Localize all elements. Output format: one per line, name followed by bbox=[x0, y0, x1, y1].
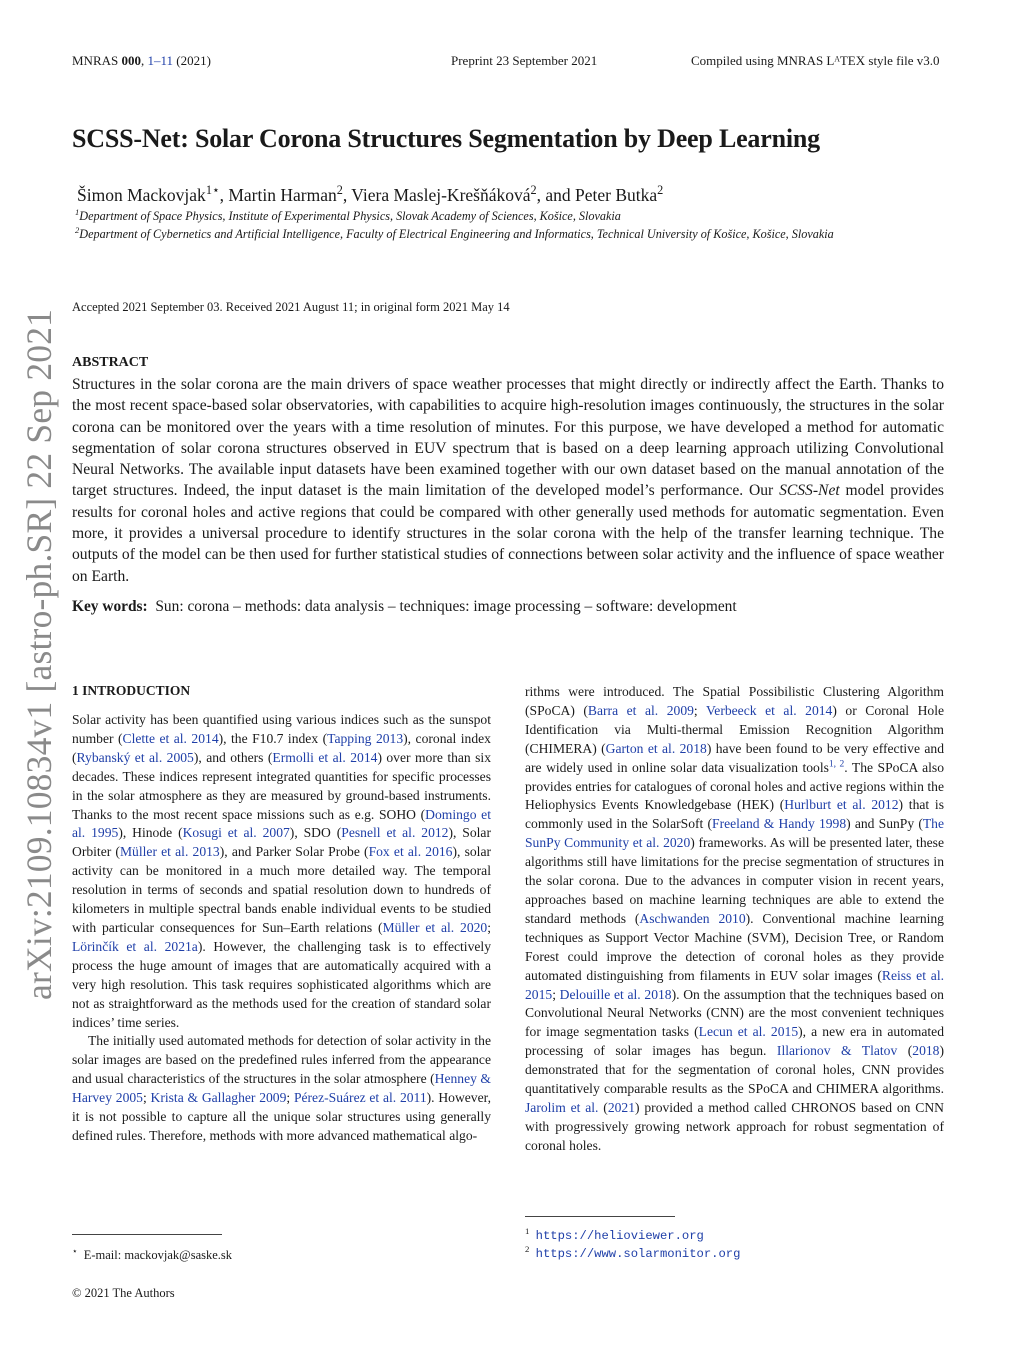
citation[interactable]: Hurlburt et al. 2012 bbox=[784, 797, 899, 813]
footnote-1: $^1$ https://helioviewer.org bbox=[525, 1225, 704, 1243]
copyright: © 2021 The Authors bbox=[72, 1286, 175, 1300]
citation[interactable]: Kosugi et al. 2007 bbox=[182, 825, 290, 841]
paragraph-3: rithms were introduced. The Spatial Possibilistic Clustering Algorithm (SPoCA) (Barra et al. 2009; Verbeeck et al. 2014) or Coronal Hole Identification via Multi-thermal Emission Recognition Algorithm (CHIMERA) (Garton et al. 2018) have been found to be very effective and are widely used in online solar data visualization tools$^{1, 2}$. The SPoCA also provides entries for catalogues of coronal holes and active regions within the Heliophysics Events Knowledgebase (HEK) (Hurlburt et al. 2012) that is commonly used in the SolarSoft (Freeland & Handy 1998) and SunPy (The SunPy Community et al. 2020) frameworks. As will be presented later, these algorithms still have limitations for the precise segmentation of structures in the solar corona. Due to the advances in computer vision in recent years, approaches based on machine learning techniques are able to extend the standard methods (Aschwanden 2010). Conventional machine learning techniques as Support Vector Machine (SVM), Decision Tree, or Random Forest could improve the detection of coronal holes as they provide automated distinguishing from filaments in EUV solar images (Reiss et al. 2015; Delouille et al. 2018). On the assumption that the techniques based on Convolutional Neural Networks (CNN) are the most convenient techniques for image segmentation tasks (Lecun et al. 2015), a new era in automated processing of solar images has begun. Illarionov & Tlatov (2018) demonstrated that for the segmentation of coronal holes, CNN provides quantitatively comparable results as the SPoCA and CHIMERA algorithms. Jarolim et al. (2021) provided a method called CHRONOS based on CNN with progressively growing network approach for robust segmentation of coronal holes. bbox=[525, 684, 945, 1153]
citation[interactable]: Krista & Gallagher 2009 bbox=[150, 1090, 287, 1106]
citation[interactable]: 2021 bbox=[607, 1099, 636, 1115]
citation[interactable]: Ermolli et al. 2014 bbox=[272, 749, 378, 765]
citation[interactable]: Lörinčík et al. 2021a bbox=[72, 938, 198, 954]
footnote-url[interactable]: https://helioviewer.org bbox=[535, 1229, 704, 1243]
footnote-email: ⋆ E-mail: mackovjak@saske.sk bbox=[72, 1245, 233, 1262]
paper-title: SCSS-Net: Solar Corona Structures Segmentation by Deep Learning bbox=[72, 124, 820, 153]
citation[interactable]: Tapping 2013 bbox=[327, 730, 404, 746]
citation[interactable]: Domingo et al. 1995 bbox=[72, 806, 491, 841]
citation[interactable]: 2018 bbox=[912, 1043, 940, 1059]
citation[interactable]: Fox et al. 2016 bbox=[368, 844, 453, 860]
author-list: Šimon Mackovjak$^{1⋆}$, Martin Harman$^2$, Viera Maslej-Krešňáková$^2$, and Peter Butka$^2$ bbox=[77, 183, 664, 205]
affiliation-1: $^1$Department of Space Physics, Institute of Experimental Physics, Slovak Academy of Sciences, Košice, Slovakia bbox=[75, 206, 621, 223]
citation[interactable]: Reiss et al. 2015 bbox=[525, 967, 944, 1002]
citation[interactable]: Garton et al. 2018 bbox=[605, 740, 707, 756]
footnote-ref[interactable]: 1, 2 bbox=[828, 759, 845, 770]
affiliation-2: $^2$Department of Cybernetics and Artificial Intelligence, Faculty of Electrical Engineering and Informatics, Technical University of Košice, Košice, Slovakia bbox=[75, 224, 834, 241]
citation[interactable]: Clette et al. 2014 bbox=[122, 730, 219, 746]
pages-link[interactable]: 1–11 bbox=[147, 53, 174, 68]
citation[interactable]: Freeland & Handy 1998 bbox=[712, 816, 847, 832]
right-column bbox=[525, 683, 944, 1156]
footnote-2: $^2$ https://www.solarmonitor.org bbox=[525, 1243, 741, 1261]
footnote-rule-right bbox=[525, 1216, 675, 1217]
running-header-compiled: Compiled using MNRAS LᴬTEX style file v3.0 bbox=[691, 53, 940, 68]
keywords: Key words: Sun: corona – methods: data analysis – techniques: image processing – software: development bbox=[72, 598, 737, 615]
citation[interactable]: Henney & Harvey 2005 bbox=[72, 1071, 491, 1106]
citation[interactable]: Aschwanden 2010 bbox=[639, 910, 746, 926]
citation[interactable]: Lecun et al. 2015 bbox=[698, 1024, 799, 1040]
citation[interactable]: Müller et al. 2013 bbox=[119, 844, 220, 860]
citation[interactable]: The SunPy Community et al. 2020 bbox=[525, 816, 945, 851]
dates-line: Accepted 2021 September 03. Received 2021 August 11; in original form 2021 May 14 bbox=[72, 300, 510, 314]
running-header-journal: MNRAS 000, 1–11 (2021) bbox=[72, 53, 211, 68]
citation[interactable]: Verbeeck et al. 2014 bbox=[705, 702, 833, 718]
citation[interactable]: Pesnell et al. 2012 bbox=[341, 825, 449, 841]
paragraph-2: The initially used automated methods for detection of solar activity in the solar images are based on the predefined rules inferred from the appearance and usual characteristics of the structures in the solar atmosphere (Henney & Harvey 2005; Krista & Gallagher 2009; Pérez-Suárez et al. 2011). However, it is not possible to capture all the unique solar structures using generally defined rules. Therefore, methods with more advanced mathematical algo- bbox=[72, 1033, 492, 1143]
citation[interactable]: Müller et al. 2020 bbox=[382, 919, 488, 935]
arxiv-stamp: arXiv:2109.10834v1 [astro-ph.SR] 22 Sep 2021 bbox=[19, 308, 59, 1000]
footnote-rule-left bbox=[72, 1234, 222, 1235]
citation[interactable]: Rybanský et al. 2005 bbox=[76, 749, 194, 765]
paragraph-1: Solar activity has been quantified using various indices such as the sunspot number (Clette et al. 2014), the F10.7 index (Tapping 2013), coronal index (Rybanský et al. 2005), and others (Ermolli et al. 2014) over more than six decades. These indices represent integrated quantities for specific processes in the solar atmosphere as they are measured by ground-based instruments. Thanks to the most recent space missions such as e.g. SOHO (Domingo et al. 1995), Hinode (Kosugi et al. 2007), SDO (Pesnell et al. 2012), Solar Orbiter (Müller et al. 2013), and Parker Solar Probe (Fox et al. 2016), solar activity can be monitored in a much more detailed way. The temporal resolution in terms of seconds and spatial resolution down to hundreds of kilometers in multiple spectral bands enable individual events to be studied with particular consequences for Sun–Earth relations (Müller et al. 2020; Lörinčík et al. 2021a). However, the challenging task is to effectively process the huge amount of images that are automatically acquired with a very high resolution. This task requires sophisticated algorithms which are not as straightforward as the methods used for the creation of standard solar indices’ time series. bbox=[72, 712, 492, 1030]
footnote-url[interactable]: https://www.solarmonitor.org bbox=[535, 1247, 741, 1261]
citation[interactable]: Barra et al. 2009 bbox=[587, 702, 694, 718]
abstract-heading: ABSTRACT bbox=[72, 355, 149, 370]
citation[interactable]: Illarionov & Tlatov bbox=[776, 1043, 898, 1059]
citation[interactable]: Jarolim et al. bbox=[525, 1099, 599, 1115]
running-header-preprint: Preprint 23 September 2021 bbox=[451, 53, 598, 68]
section-heading-introduction: 1 INTRODUCTION bbox=[72, 683, 191, 698]
abstract-text: Structures in the solar corona are the main drivers of space weather processes that might directly or indirectly affect the Earth. Thanks to the most recent space-based solar observatories, with capabilities to acquire high-resolution images continuously, the structures in the solar corona can be monitored over the years with a time resolution of minutes. For this purpose, we have developed a method for automatic segmentation of solar corona structures observed in EUV spectrum that is based on a deep learning approach utilizing Convolutional Neural Networks. The available input datasets have been examined together with our own dataset based on the manual annotation of the target structures. Indeed, the input dataset is the main limitation of the developed model’s performance. Our SCSS-Net model provides results for coronal holes and active regions that could be compared with other generally used methods for automatic segmentation. Even more, it provides a universal procedure to identify structures in the solar corona with the help of the transfer learning technique. The outputs of the model can be then used for further statistical studies of connections between solar activity and the influence of space weather on Earth. bbox=[72, 376, 944, 585]
left-column bbox=[72, 711, 491, 1146]
citation[interactable]: Delouille et al. 2018 bbox=[559, 986, 672, 1002]
citation[interactable]: Pérez-Suárez et al. 2011 bbox=[293, 1090, 427, 1106]
